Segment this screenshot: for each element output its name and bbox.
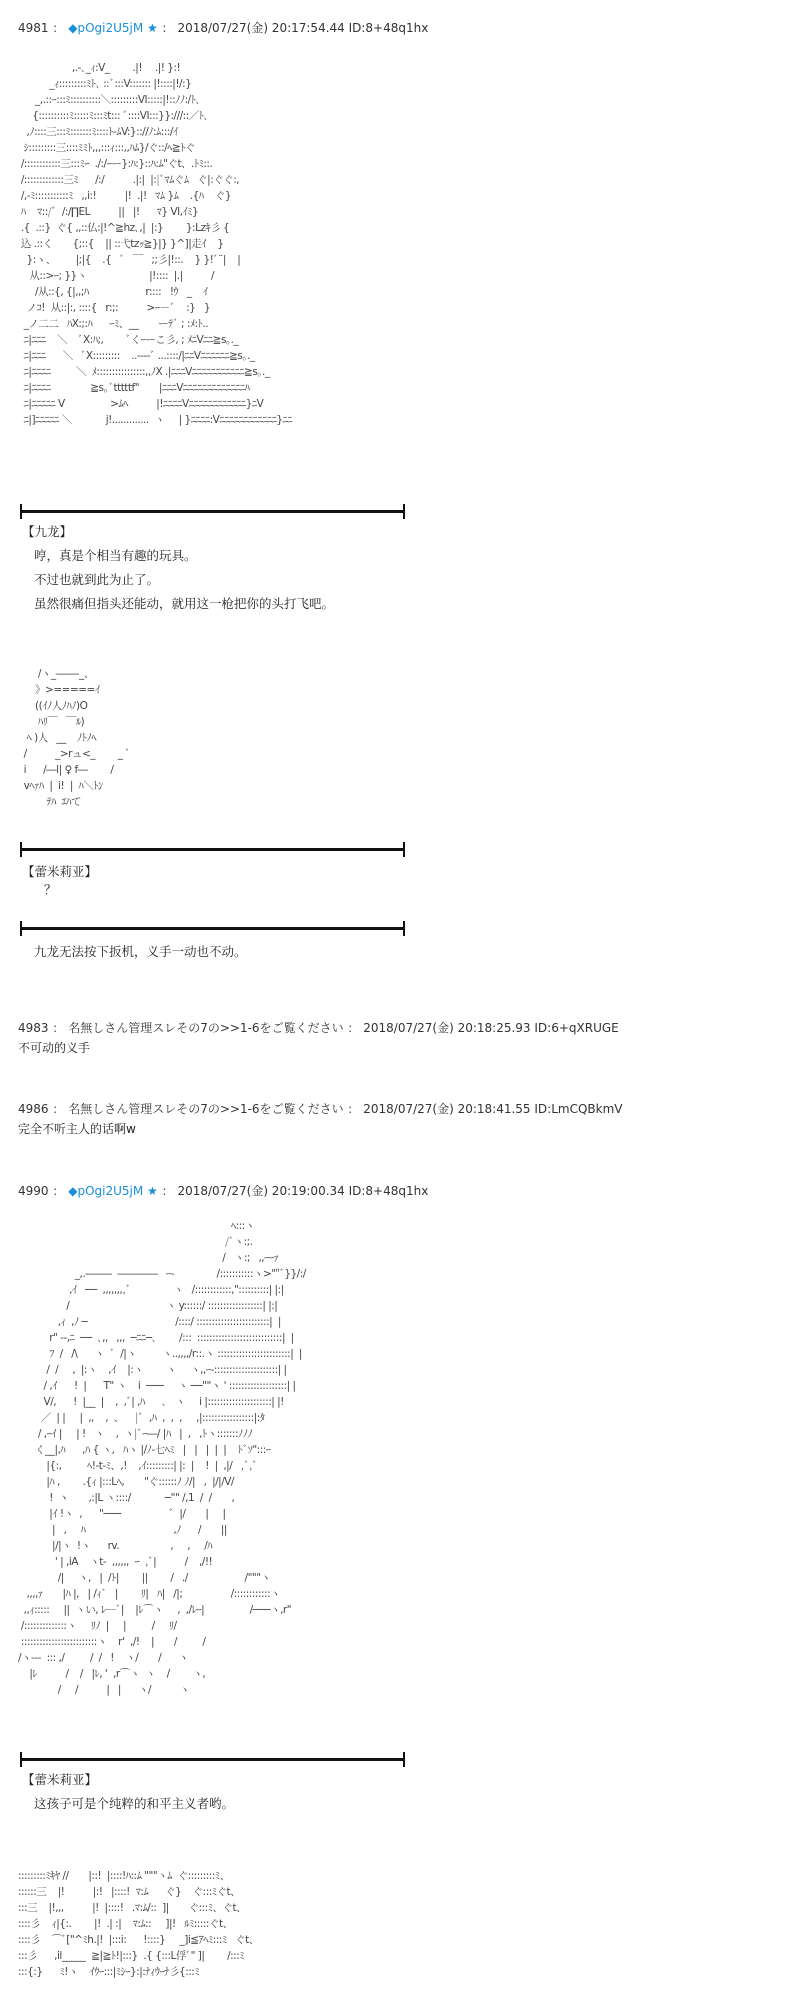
tripcode: ◆pOgi2U5jM	[68, 1184, 144, 1198]
post-body: 不可动的义手	[18, 1041, 91, 1055]
separator: ：	[52, 1021, 65, 1035]
poster-name: 名無しさん管理スレその7の>>1-6をご覧ください	[68, 1102, 344, 1116]
dialogue-line: 虽然很痛但指头还能动，就用这一枪把你的头打飞吧。	[34, 596, 335, 611]
separator: ：	[347, 1021, 360, 1035]
post-date-id: 2018/07/27(金) 20:18:41.55 ID:LmCQBkmV	[363, 1102, 623, 1116]
separator: ：	[52, 1184, 65, 1198]
post-date-id: 2018/07/27(金) 20:19:00.34 ID:8+48q1hx	[177, 1184, 429, 1198]
separator: ：	[347, 1102, 360, 1116]
post-number[interactable]: 4983	[18, 1021, 49, 1035]
post-body: 完全不听主人的话啊w	[18, 1122, 136, 1136]
poster-name: 名無しさん管理スレその7の>>1-6をご覧ください	[68, 1021, 344, 1035]
divider	[20, 510, 405, 513]
ascii-art-bottom: :::::::::ﾐｷﾔ // |::! |::::!ﾊ::ﾑ """ヽﾑ ぐ:::::::::ﾐ、 ::::::三 |! |:! |::::! ﾏ:ﾑ ぐ} ぐ:::ﾐぐt、 :::三 |!,,, |! |::::! .ﾏ:ﾑ/:: ]| ぐ:::ﾐ、ぐt、 ::::彡 ｨ|{:. |! .| :| ﾏ:ﾑ:: ]|! ﾙﾐ:::::ぐt、 ::::彡 ⌒ﾞ["^ﾐh.|! |:::i: !::::} _]i≦ｱﾍﾐ:::ﾐ ぐt、 :::彡 ,il_____ ≧|≧ﾄ!|:::} .{ {:::L俘ﾞ" ]| /:::ﾐ :::{:} ﾐ!ヽ ｲｳｰ:::|ﾐｼｰ}:|:ﾅｨｳｰﾅ彡{:::ﾐ	[18, 1870, 259, 1978]
ascii-art-remilia-chibi: /ヽ_――-_、 》>=====ｲ ((ｲﾉ人ﾉﾊﾉ)O ﾊﾘ￣ ￣ﾙ) ﾍ )人 __ ﾉﾄﾉﾍ / _>rュ<_ _ ﾞ i /―l| ♀ f― / vﾍｧﾊ | i! | ﾊ＼ﾄﾝ ﾃﾊ ｴﾊて	[23, 668, 130, 808]
post-number[interactable]: 4981	[18, 21, 49, 35]
speaker-name: 【蕾米莉亚】	[22, 1772, 98, 1787]
dialogue-line: 不过也就到此为止了。	[34, 572, 160, 587]
dialogue-line: ？	[44, 882, 57, 897]
star-icon: ★	[147, 21, 158, 35]
post-header-4990	[18, 1183, 428, 1199]
post-header-4983	[18, 1020, 619, 1036]
dialogue-line: 这孩子可是个纯粹的和平主义者哟。	[34, 1796, 235, 1811]
ascii-art-kowloon: ,.-､_ｨ:V_ .|! .|! }:! _ｨ:::::::::ﾐﾄ､ ::ﾞ:::V::::::: |!::::|!/:} _,.::ｰ:::ﾐ::::::::::＼:::::::::VI:::::|!::ﾉﾉ:/ﾄ､ {::::::::::ﾐ:::::ﾐ:::ﾐt::: ﾞ::::VI:::}}:///::／ﾄ､ ,ﾉ::::三:::ﾐ:::::::ﾐ::::ﾄ-ﾑV:}:://ﾉ:ﾑ:::/ｲ ｼ:::::::::三::::ﾐﾐﾄ,,,:::ｨ:::,,ﾊﾑ}/ぐ::/ﾍ≧ﾄぐ /::::::::::::三:::ﾐｰ ./:/ｰー}:ﾊ:}::ﾊ:ﾑ"ぐt、.ﾄﾐ::. /:::::::::::::三ﾐ /:/ .|:| |:|ﾞﾏﾑぐﾑ ぐ|:ぐぐ:, /,-ﾐ:::::::::::ﾐ ,,i:! |! .|! ﾏﾑ }ﾑ .{ﾊ ぐ} ﾊ ﾏ::/ﾞ /:/∏EL || |! ﾏ} VI,ｲﾐ} .{ .::} ぐ{ ,,::仏:|!^≧hz､,| |:} }:Lzｷ彡 { 込 .::く {;::{ || ::弋tzｯ≧}|} }^]|走ｲ } }:ヽ、 |;|{ .{ ﾞ ￣ ;;彡|!::. } }!ﾞ¨| | 从::>ｰ; }}ヽ |!:::: |.| / /从::{, {|,,;ﾊ r:::: !ｳ _ ｲ ノｺ! 从::|:, ::::{ r:;: >ｰ－ﾞ :} } _ノ二二 ﾊX:;:ﾊ ｰﾐ、__ ーﾃﾞ ; :ﾒ:ﾄ.. ﾆ|ﾆﾆﾆ ＼ ﾞX:ﾊ;, ﾞくｰーこ彡, ; ﾒﾆVﾆﾆ≧s｡._ ﾆ|ﾆﾆﾆ ＼ ﾞX::::::::: ..-‐-‐ﾞ ...::::/|ﾆﾆVﾆﾆﾆﾆﾆﾆ≧s｡._ ﾆ|ﾆﾆﾆﾆ ＼ ﾒ::::::::::::::::,,ﾉX .|ﾆﾆﾆVﾆﾆﾆﾆﾆﾆﾆﾆﾆﾆﾆ≧s｡._ ﾆ|ﾆﾆﾆﾆ ≧s｡ﾞtttttf" |ﾆﾆﾆVﾆﾆﾆﾆﾆﾆﾆﾆﾆﾆﾆﾆﾆﾊ ﾆ|ﾆﾆﾆﾆﾆ V >ﾑﾍ |!ﾆﾆﾆﾆVﾆﾆﾆﾆﾆﾆﾆﾆﾆﾆﾆﾆ}ﾆV ﾆ|]ﾆﾆﾆﾆﾆ ＼ j!............. ヽ | }ﾆﾆﾆﾆ:Vﾆﾆﾆﾆﾆﾆﾆﾆﾆﾆﾆﾆ}ﾆﾆ	[20, 62, 293, 426]
dialogue-line: 哼，真是个相当有趣的玩具。	[34, 548, 197, 563]
tripcode: ◆pOgi2U5jM	[68, 21, 144, 35]
separator: ：	[161, 21, 174, 35]
star-icon: ★	[147, 1184, 158, 1198]
divider	[20, 927, 405, 930]
narration-line: 九龙无法按下扳机，义手一动也不动。	[34, 944, 247, 959]
divider	[20, 1758, 405, 1761]
post-header-4981	[18, 20, 428, 36]
post-date-id: 2018/07/27(金) 20:18:25.93 ID:6+qXRUGE	[363, 1021, 619, 1035]
speaker-name: 【九龙】	[22, 524, 73, 539]
post-header-4986	[18, 1101, 623, 1117]
post-number[interactable]: 4986	[18, 1102, 49, 1116]
post-date-id: 2018/07/27(金) 20:17:54.44 ID:8+48q1hx	[177, 21, 429, 35]
divider	[20, 848, 405, 851]
separator: ：	[52, 1102, 65, 1116]
separator: ：	[52, 21, 65, 35]
ascii-art-remilia: ﾍ:::ヽ /ﾞヽ:;. / ヽ:; ,,ｰｰｧ _,.-――- ―――― ｰ- /:::::::::::ヽ>""ﾞ}}/:/ ,ｲ ── ,,,,,,,,ﾞ ヽ /::::::::::::,"::::::::::| |:| / ヽ y::::::/ ::::::::::::::::::| |:| ,ｨ ,ﾉ ─ /::::/ ::::::::::::::::::::::::| | r" ‐‐,ﾆ ── ､,, ,,, ─ﾆﾆ─､ /::: ::::::::::::::::::::::::::::| | ﾌ / /\ ヽ ﾞ /|ヽ ヽ..,,,,/r::.ヽ ::::::::::::::::::::::::| | / / , |:ヽ ,ｲ |:ヽ ヽ ヽ,,ｰ‐:::::::::::::::::::::| | / ,ｲ ! | T" ヽ i ─── ヽ ──""ヽ ' :::::::::::::::::::| | V/, ! |__ | , ,ﾞ| ,ﾊ ､ ヽ i |:::::::::::::::::::::| |! ／ | | | ,, , 、 |ﾞ ,ﾊ , , , ,|:::::::::::::::::|:ﾀ / ,ｰｲ | | ! ヽ , ヽ|ﾞｰ―/ |ﾊ | , ,ﾄヽ:::::::ﾉﾉﾉ く__|,ﾊ ,ﾊ { ヽ, ﾊヽ |/ﾉ-七ﾍﾐ | | | | | ﾄﾞｿ":::ｰ |{:, ﾍ!-t-ﾐ、,! ,ｲ:::::::::| |: | ! | ,|/ ,ﾞ,ﾞ |ﾊ , .{ｨ |:::Lﾍ, "ぐ::::::ﾉ ﾉ/| , |/|/V/ ! ヽ ,:|L ヽ::::/ ─"" /,1 / / , |ｲ !ヽ , "─── ﾞ |/ | | | , ﾊ ,ﾉ / || |/|ヽ !ヽ rv. , , /ﾊ ' | ,iA ヽt- ,,,,,, ｰ ,ﾞ| / ,/!! /| ヽ, | /ﾄ| || / ./ /"""ヽ ,,,,ｧ |ﾊ |, | /ｨﾞ | ﾘ| ﾊ| /|; /::::::::::::ヽ ,,ｨ::::: || ヽい, ﾚ─ﾞ| |ﾚ⌒ヽ , ,/ﾚｰ| /───ヽ,r" /::::::::::::::ヽ ﾘﾉ | | / ﾘ/ :::::::::::::::::::::::::ヽ r' ,/! | / / /ヽ--- ::: ,/ / / ! ヽ/ / ヽ |ﾚ / / |ﾚ, ' ,r⌒ヽ ヽ / ヽ, / / | | ヽ/ ヽ	[18, 1220, 306, 1696]
post-number[interactable]: 4990	[18, 1184, 49, 1198]
speaker-name: 【蕾米莉亚】	[22, 864, 98, 879]
separator: ：	[161, 1184, 174, 1198]
